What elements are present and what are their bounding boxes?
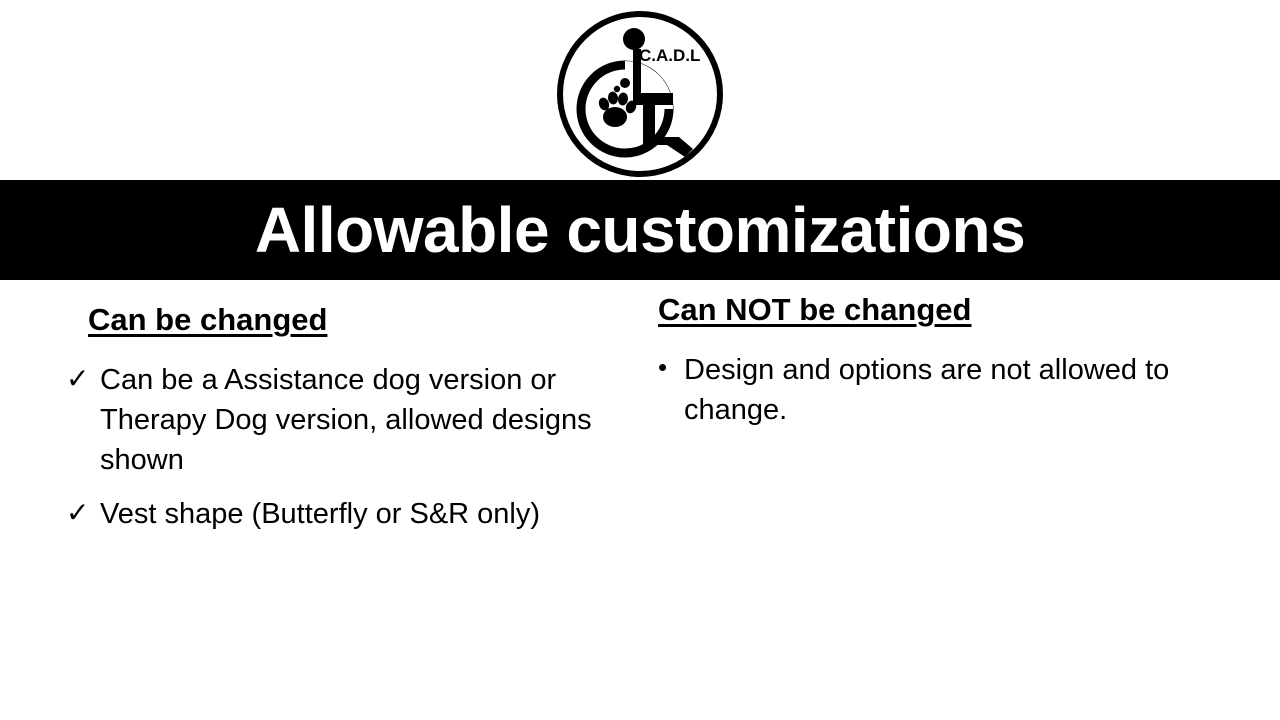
list-item-text: Design and options are not allowed to change. [684,353,1170,426]
title-bar [0,180,1280,280]
list-can-not-be-changed [658,350,1240,430]
column-heading-can-not-be-changed: Can NOT be changed [658,292,972,327]
list-item-text: Can be a Assistance dog version or Therapy Dog version, allowed designs shown [100,363,592,476]
list-item-text: Vest shape (Butterfly or S&R only) [100,497,541,530]
logo-text: C.A.D.L [639,46,701,65]
content-columns [0,292,1280,712]
list-can-be-changed [66,360,600,534]
bullet-icon: • [658,351,668,382]
check-icon: ✓ [66,362,90,394]
page-title: Allowable customizations [254,194,1026,266]
wheelchair-dog-logo-icon [555,9,725,179]
cadl-logo [550,8,730,180]
column-can-not-be-changed [640,292,1280,712]
column-can-be-changed [0,292,640,712]
check-icon: ✓ [66,496,90,528]
column-heading-can-be-changed: Can be changed [88,302,328,337]
list-item [66,360,600,480]
list-item [658,350,1240,430]
list-item [66,494,600,534]
